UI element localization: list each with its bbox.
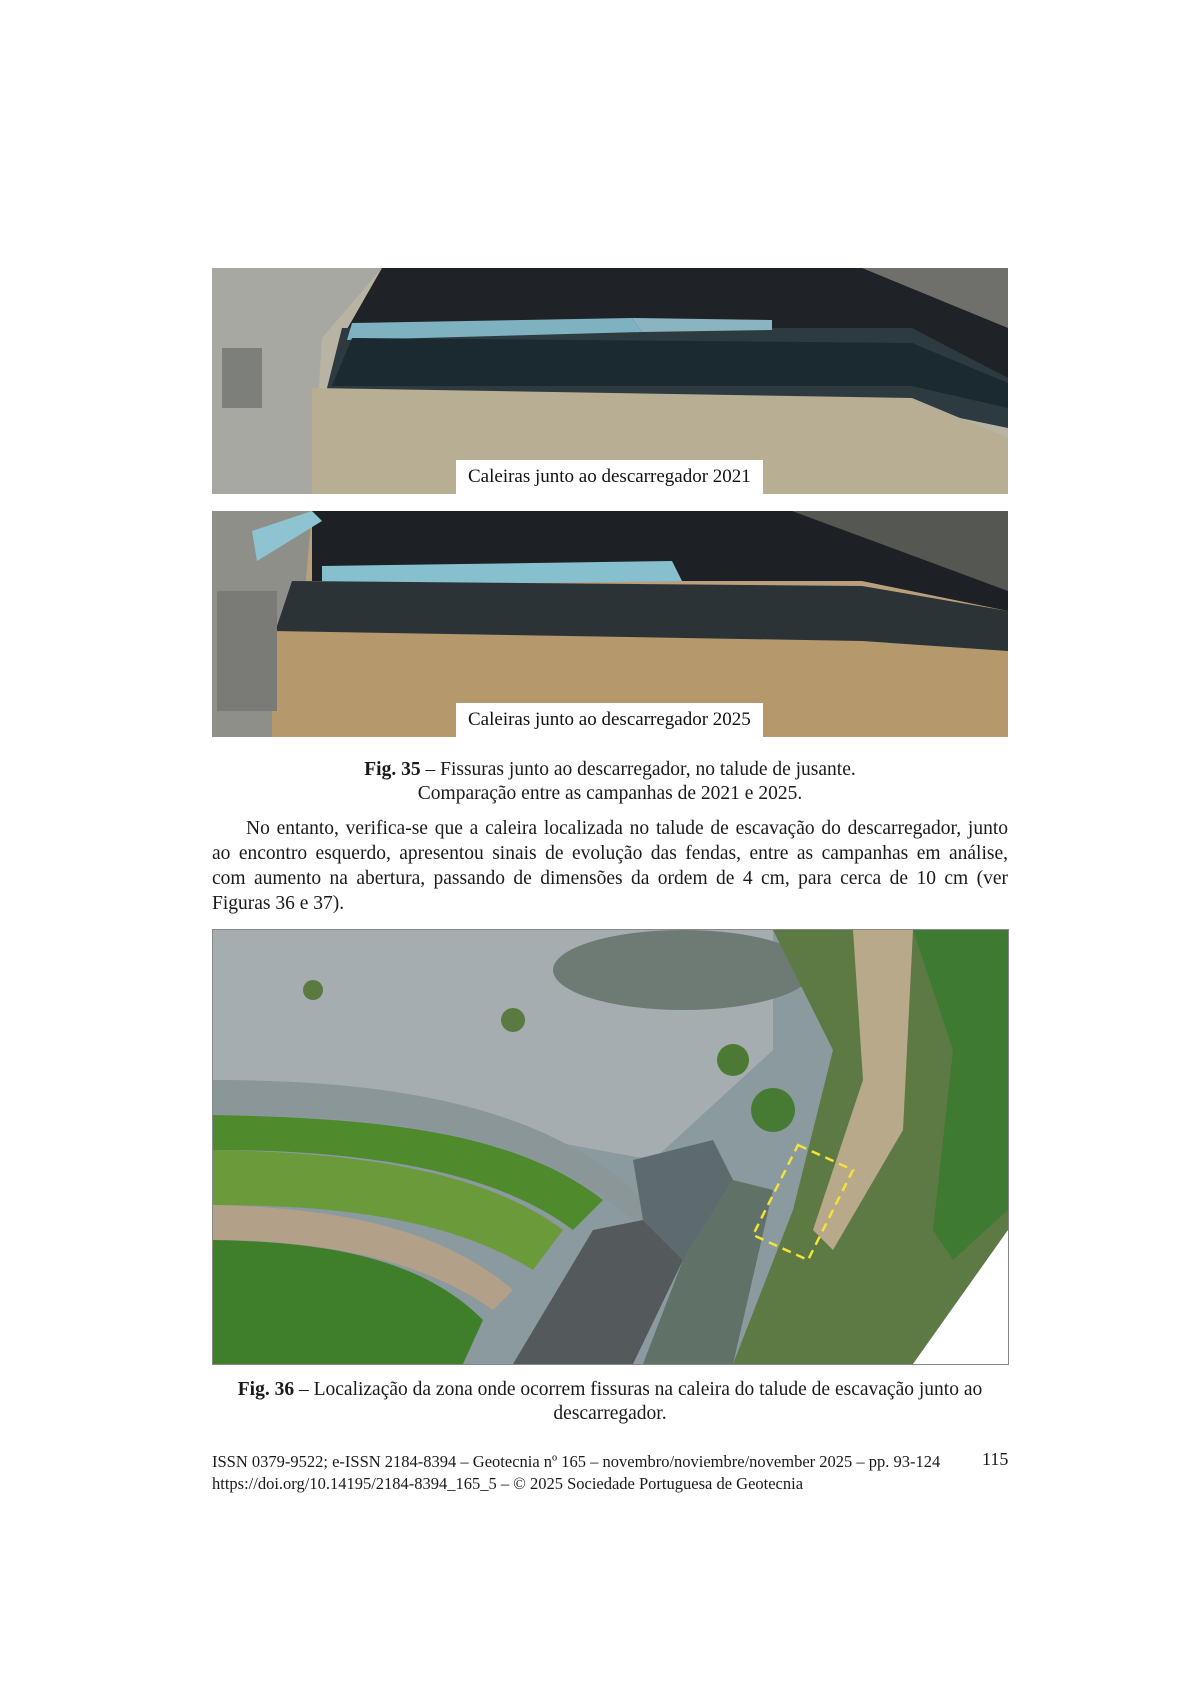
footer-issn: ISSN 0379-9522; e-ISSN 2184-8394 – Geotecnia nº 165 – novembro/noviembre/november 2025 – pp. 93-124: [212, 1452, 941, 1471]
fig36-photo: [212, 929, 1009, 1365]
paragraph-line-4: Figuras 36 e 37).: [212, 893, 345, 914]
body-paragraph: [212, 816, 1008, 916]
aerial-photo-spillway: [213, 930, 1008, 1364]
fig35-caption-line2: Comparação entre as campanhas de 2021 e 2025.: [417, 783, 803, 804]
paragraph-line-1: No entanto, verifica-se que a caleira localizada no talude de escavação do descarregador, junto: [246, 818, 1008, 839]
page-number: 115: [982, 1449, 1009, 1469]
fig36-caption: [212, 1378, 1008, 1426]
photo-label-2021: Caleiras junto ao descarregador 2021: [456, 460, 763, 494]
fig35-caption: [212, 758, 1008, 806]
fig35-caption-text: – Fissuras junto ao descarregador, no talude de jusante.: [420, 759, 856, 780]
fig36-caption-line2: descarregador.: [553, 1403, 667, 1424]
fig36-caption-text: – Localização da zona onde ocorrem fissuras na caleira do talude de escavação junto ao: [294, 1379, 983, 1400]
fig36-caption-line1: [212, 1378, 1008, 1402]
fig36-caption-number: Fig. 36: [237, 1379, 295, 1400]
fig35-caption-line1: [212, 758, 1008, 782]
photo-label-2025: Caleiras junto ao descarregador 2025: [456, 703, 763, 737]
fig35-photo-2025: [212, 511, 1008, 737]
footer-doi: https://doi.org/10.14195/2184-8394_165_5 – © 2025 Sociedade Portuguesa de Geotecnia: [212, 1474, 804, 1493]
paragraph-line-2: ao encontro esquerdo, apresentou sinais de evolução das fendas, entre as campanhas em análise,: [212, 843, 1008, 864]
fig35-caption-number: Fig. 35: [364, 759, 421, 780]
paragraph-line-3: com aumento na abertura, passando de dimensões da ordem de 4 cm, para cerca de 10 cm (ver: [212, 868, 1008, 889]
fig35-photo-2021: [212, 268, 1008, 494]
